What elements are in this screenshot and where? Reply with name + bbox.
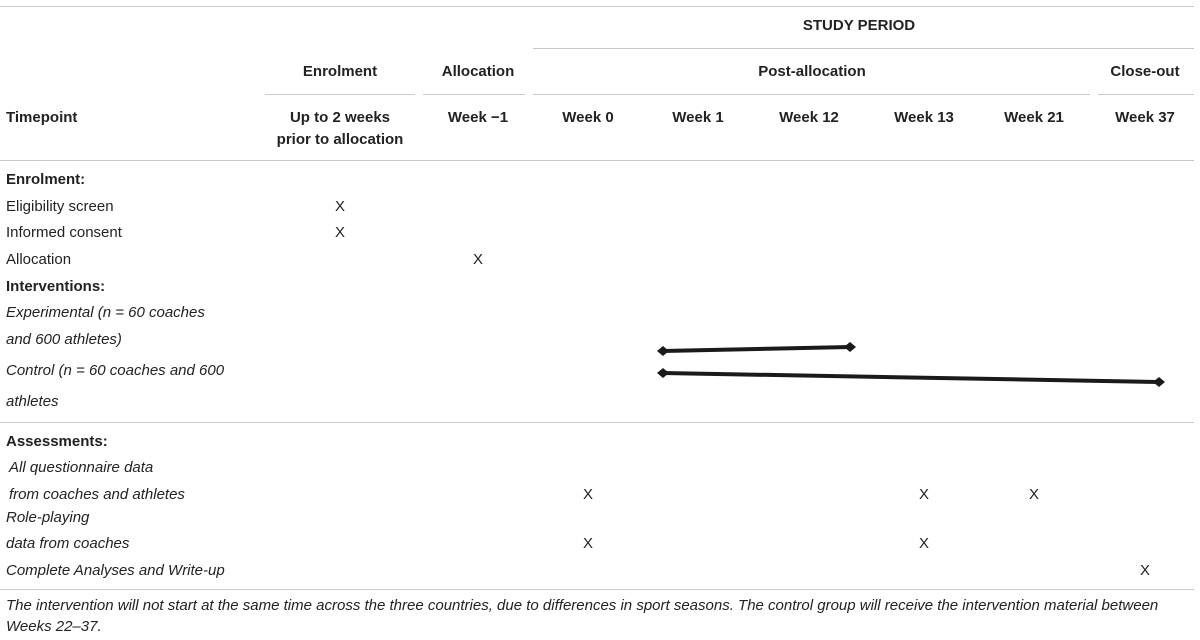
mark-eligibility-enrol: X	[334, 198, 346, 215]
control-start-diamond	[657, 368, 669, 378]
timepoint-header: Timepoint	[6, 109, 78, 126]
eligibility-row-label: Eligibility screen	[6, 198, 114, 215]
close-out-group-header: Close-out	[1110, 63, 1180, 80]
roleplay-row-label-line2: data from coaches	[6, 535, 130, 552]
control-period-bar	[657, 368, 1165, 387]
col-week0-header: Week 0	[562, 109, 614, 126]
mark-consent-enrol: X	[334, 224, 346, 241]
table-footnote: The intervention will not start at the same time across the three countries, due to differences in sport seasons. The control group will receive the intervention material between Weeks 22–37.	[6, 597, 1159, 635]
assessments-section-label: Assessments:	[6, 433, 108, 450]
mark-analyses-week37: X	[1139, 562, 1151, 579]
col-alloc-header: Week −1	[447, 109, 509, 126]
col-enrol-header-line2: prior to allocation	[276, 131, 404, 148]
mark-roleplay-week0: X	[582, 535, 594, 552]
col-week13-header: Week 13	[894, 109, 954, 126]
post-allocation-group-header: Post-allocation	[758, 63, 866, 80]
consent-row-label: Informed consent	[6, 224, 122, 241]
allocation-group-header: Allocation	[441, 63, 515, 80]
experimental-row-label-line2: and 600 athletes)	[6, 331, 122, 348]
mark-questionnaire-week13: X	[918, 486, 930, 503]
mark-questionnaire-week21: X	[1028, 486, 1040, 503]
roleplay-row-label-line1: Role-playing	[6, 509, 90, 526]
questionnaire-row-label-line2: from coaches and athletes	[9, 486, 185, 503]
control-end-diamond	[1153, 377, 1165, 387]
control-period-line	[663, 373, 1159, 382]
col-enrol-header-line1: Up to 2 weeks	[289, 109, 391, 126]
col-week12-header: Week 12	[779, 109, 839, 126]
experimental-start-diamond	[657, 346, 669, 356]
mark-questionnaire-week0: X	[582, 486, 594, 503]
experimental-row-label-line1: Experimental (n = 60 coaches	[6, 304, 205, 321]
experimental-period-bar	[657, 342, 856, 356]
interventions-section-label: Interventions:	[6, 278, 106, 295]
mark-roleplay-week13: X	[918, 535, 930, 552]
allocation-row-label: Allocation	[6, 251, 72, 268]
questionnaire-row-label-line1: All questionnaire data	[9, 459, 154, 476]
study-period-header: STUDY PERIOD	[802, 17, 916, 34]
control-row-label-line1: Control (n = 60 coaches and 600	[6, 362, 225, 379]
control-row-label-line2: athletes	[6, 393, 59, 410]
experimental-period-line	[663, 347, 850, 351]
enrolment-section-label: Enrolment:	[6, 171, 86, 188]
mark-allocation-alloc: X	[472, 251, 484, 268]
experimental-end-diamond	[844, 342, 856, 352]
col-week1-header: Week 1	[672, 109, 724, 126]
enrolment-group-header: Enrolment	[302, 63, 378, 80]
col-week21-header: Week 21	[1004, 109, 1064, 126]
col-week37-header: Week 37	[1115, 109, 1175, 126]
analyses-row-label: Complete Analyses and Write-up	[6, 562, 225, 579]
